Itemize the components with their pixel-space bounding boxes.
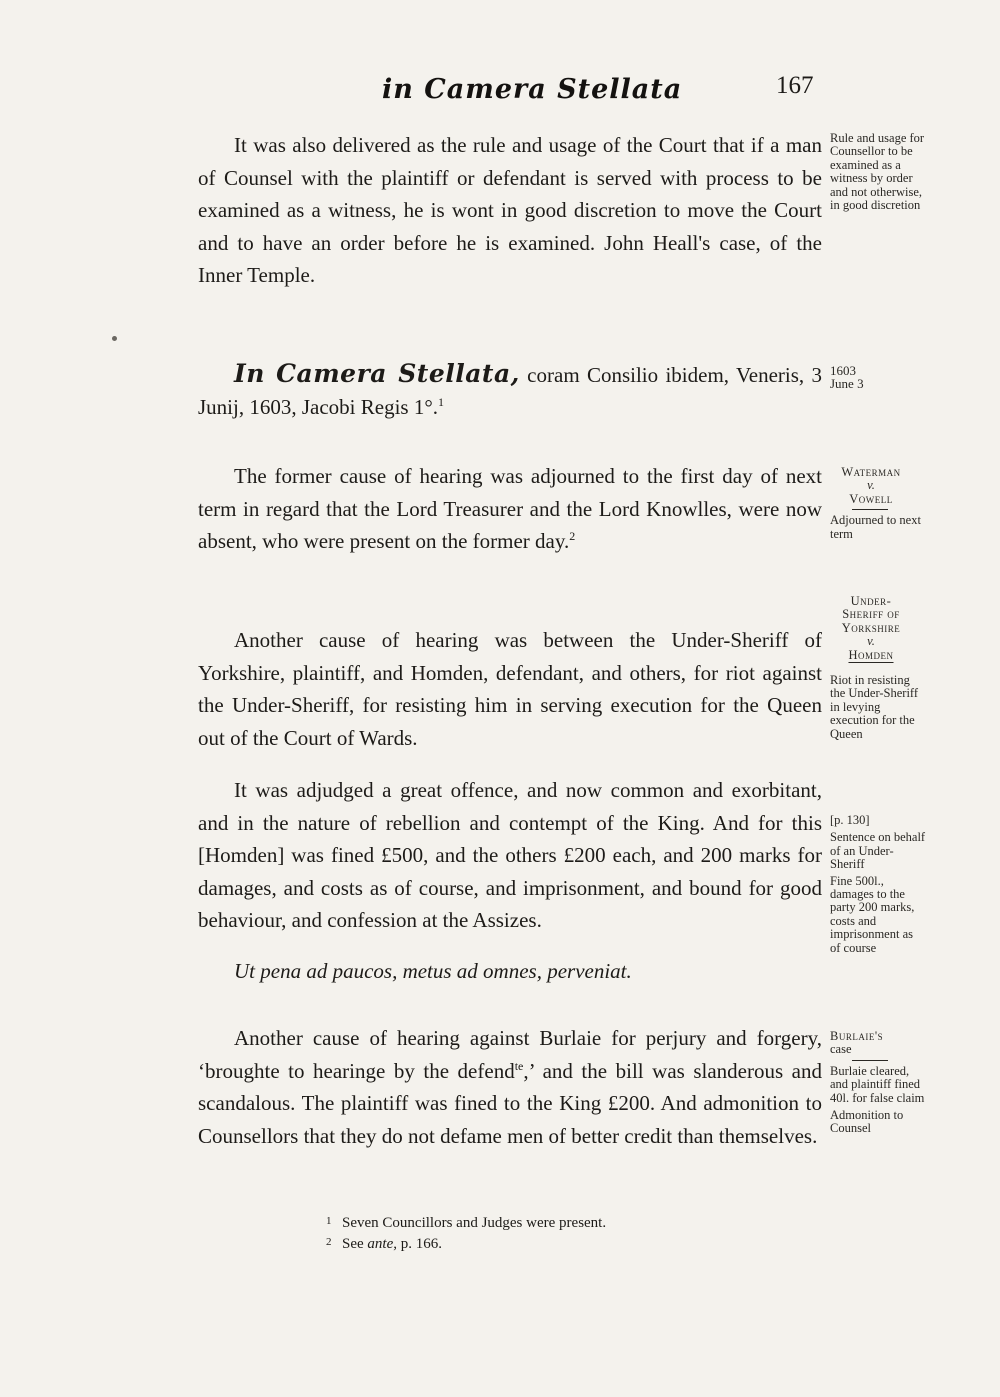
abbreviation-superscript: te	[514, 1058, 524, 1073]
footnote-mark: 1	[326, 1215, 332, 1227]
footnote-1	[326, 1212, 806, 1233]
footnote-2	[326, 1233, 806, 1254]
paragraph-waterman-vowell	[198, 460, 822, 558]
margin-note-text: Burlaie cleared, and plaintiff fined 40l. for false claim	[830, 1063, 925, 1105]
margin-note-under-sheriff	[830, 595, 926, 741]
margin-party-defendant: Homden	[848, 647, 894, 662]
margin-note-date	[830, 364, 926, 391]
paragraph-judgment: It was adjudged a great offence, and now common and exorbitant, and in the nature of rebellion and contempt of the King. And for this [Homden] was fined £500, and the others £200 each, and 200 marks for damages, and costs as of course, and imprisonment, and bound for good behaviour, and confession at the Assizes.	[198, 778, 822, 933]
margin-case-label: case	[830, 1042, 852, 1057]
margin-note-admonition: Admonition to Counsel	[830, 1108, 904, 1136]
footnote-ref-1[interactable]: 1	[437, 395, 444, 409]
running-title: in Camera Stellata	[382, 74, 683, 105]
footnote-mark: 2	[326, 1236, 332, 1248]
footnote-ref-2[interactable]: 2	[569, 529, 576, 544]
paragraph-burlaie-case	[198, 1022, 822, 1152]
margin-page-ref: [p. 130]	[830, 813, 870, 827]
margin-note-waterman-vowell	[830, 466, 926, 541]
margin-note-fine: Fine 500l., damages to the party 200 marks, costs and imprisonment as of course	[830, 873, 915, 955]
margin-party-plaintiff: Under-Sheriff of Yorkshire	[841, 594, 901, 635]
footnote-text: See	[342, 1236, 368, 1252]
page-number: 167	[776, 72, 814, 99]
footnote-text: Seven Councillors and Judges were present.	[342, 1215, 607, 1231]
latin-maxim: Ut pena ad paucos, metus ad omnes, perveniat.	[234, 959, 632, 983]
margin-note-sentence	[830, 814, 926, 955]
heading-blackletter: In Camera Stellata,	[234, 359, 520, 388]
paragraph-text: The former cause of hearing was adjourned to the first day of next term in regard that the Lord Treasurer and the Lord Knowlles, were now absent, who were present on the former day.	[198, 464, 822, 554]
margin-note-text: Adjourned to next term	[830, 513, 921, 541]
paragraph-under-sheriff-case: Another cause of hearing was between the Under-Sheriff of Yorkshire, plaintiff, and Homden, defendant, and others, for riot against the Under-Sheriff, for resisting him in serving execution for the Queen out of the Court of Wards.	[198, 628, 822, 750]
margin-rule	[852, 509, 888, 510]
margin-party-plaintiff: Waterman	[841, 465, 901, 479]
footnote-text-italic: ante	[367, 1236, 394, 1252]
footnotes	[326, 1212, 806, 1254]
margin-note-burlaie	[830, 1030, 926, 1136]
paragraph-text: ,’ and the bill was slanderous and scandalous. The plaintiff was fined to the King £200. And admonition to Counsellors that they do not defame men of better credit than themselves.	[198, 1058, 822, 1148]
session-heading	[198, 358, 822, 423]
margin-versus: v.	[867, 478, 875, 493]
footnote-text: , p. 166.	[393, 1236, 442, 1252]
margin-party-defendant: Vowell	[849, 491, 893, 506]
margin-year: 1603	[830, 363, 856, 378]
margin-versus: v.	[867, 634, 875, 649]
paragraph-counsel-rule: It was also delivered as the rule and usage of the Court that if a man of Counsel with the plaintiff or defendant is served with process to be examined as a witness, he is wont in good discretion to move the Court and to have an order before he is examined. John Heall's case, of the Inner Temple.	[198, 133, 822, 288]
heading-text: coram Consilio ibidem, Veneris, 3 Junij, 1603, Jacobi Regis 1°.	[198, 363, 822, 419]
margin-note-counsel-rule: Rule and usage for Counsellor to be examined as a witness by order and not otherwise, in good discretion	[830, 131, 925, 213]
margin-note-text: Riot in resisting the Under-Sheriff in levying execution for the Queen	[830, 673, 919, 741]
margin-case-name: Burlaie's	[830, 1029, 884, 1043]
margin-rule	[852, 1060, 888, 1061]
paragraph-text: Another cause of hearing against Burlaie for perjury and forgery, ‘broughte to hearinge by the defend	[198, 1026, 822, 1083]
margin-note-text: Sentence on behalf of an Under-Sheriff	[830, 830, 926, 872]
margin-date: June 3	[830, 376, 864, 392]
paper-speck	[112, 336, 117, 341]
